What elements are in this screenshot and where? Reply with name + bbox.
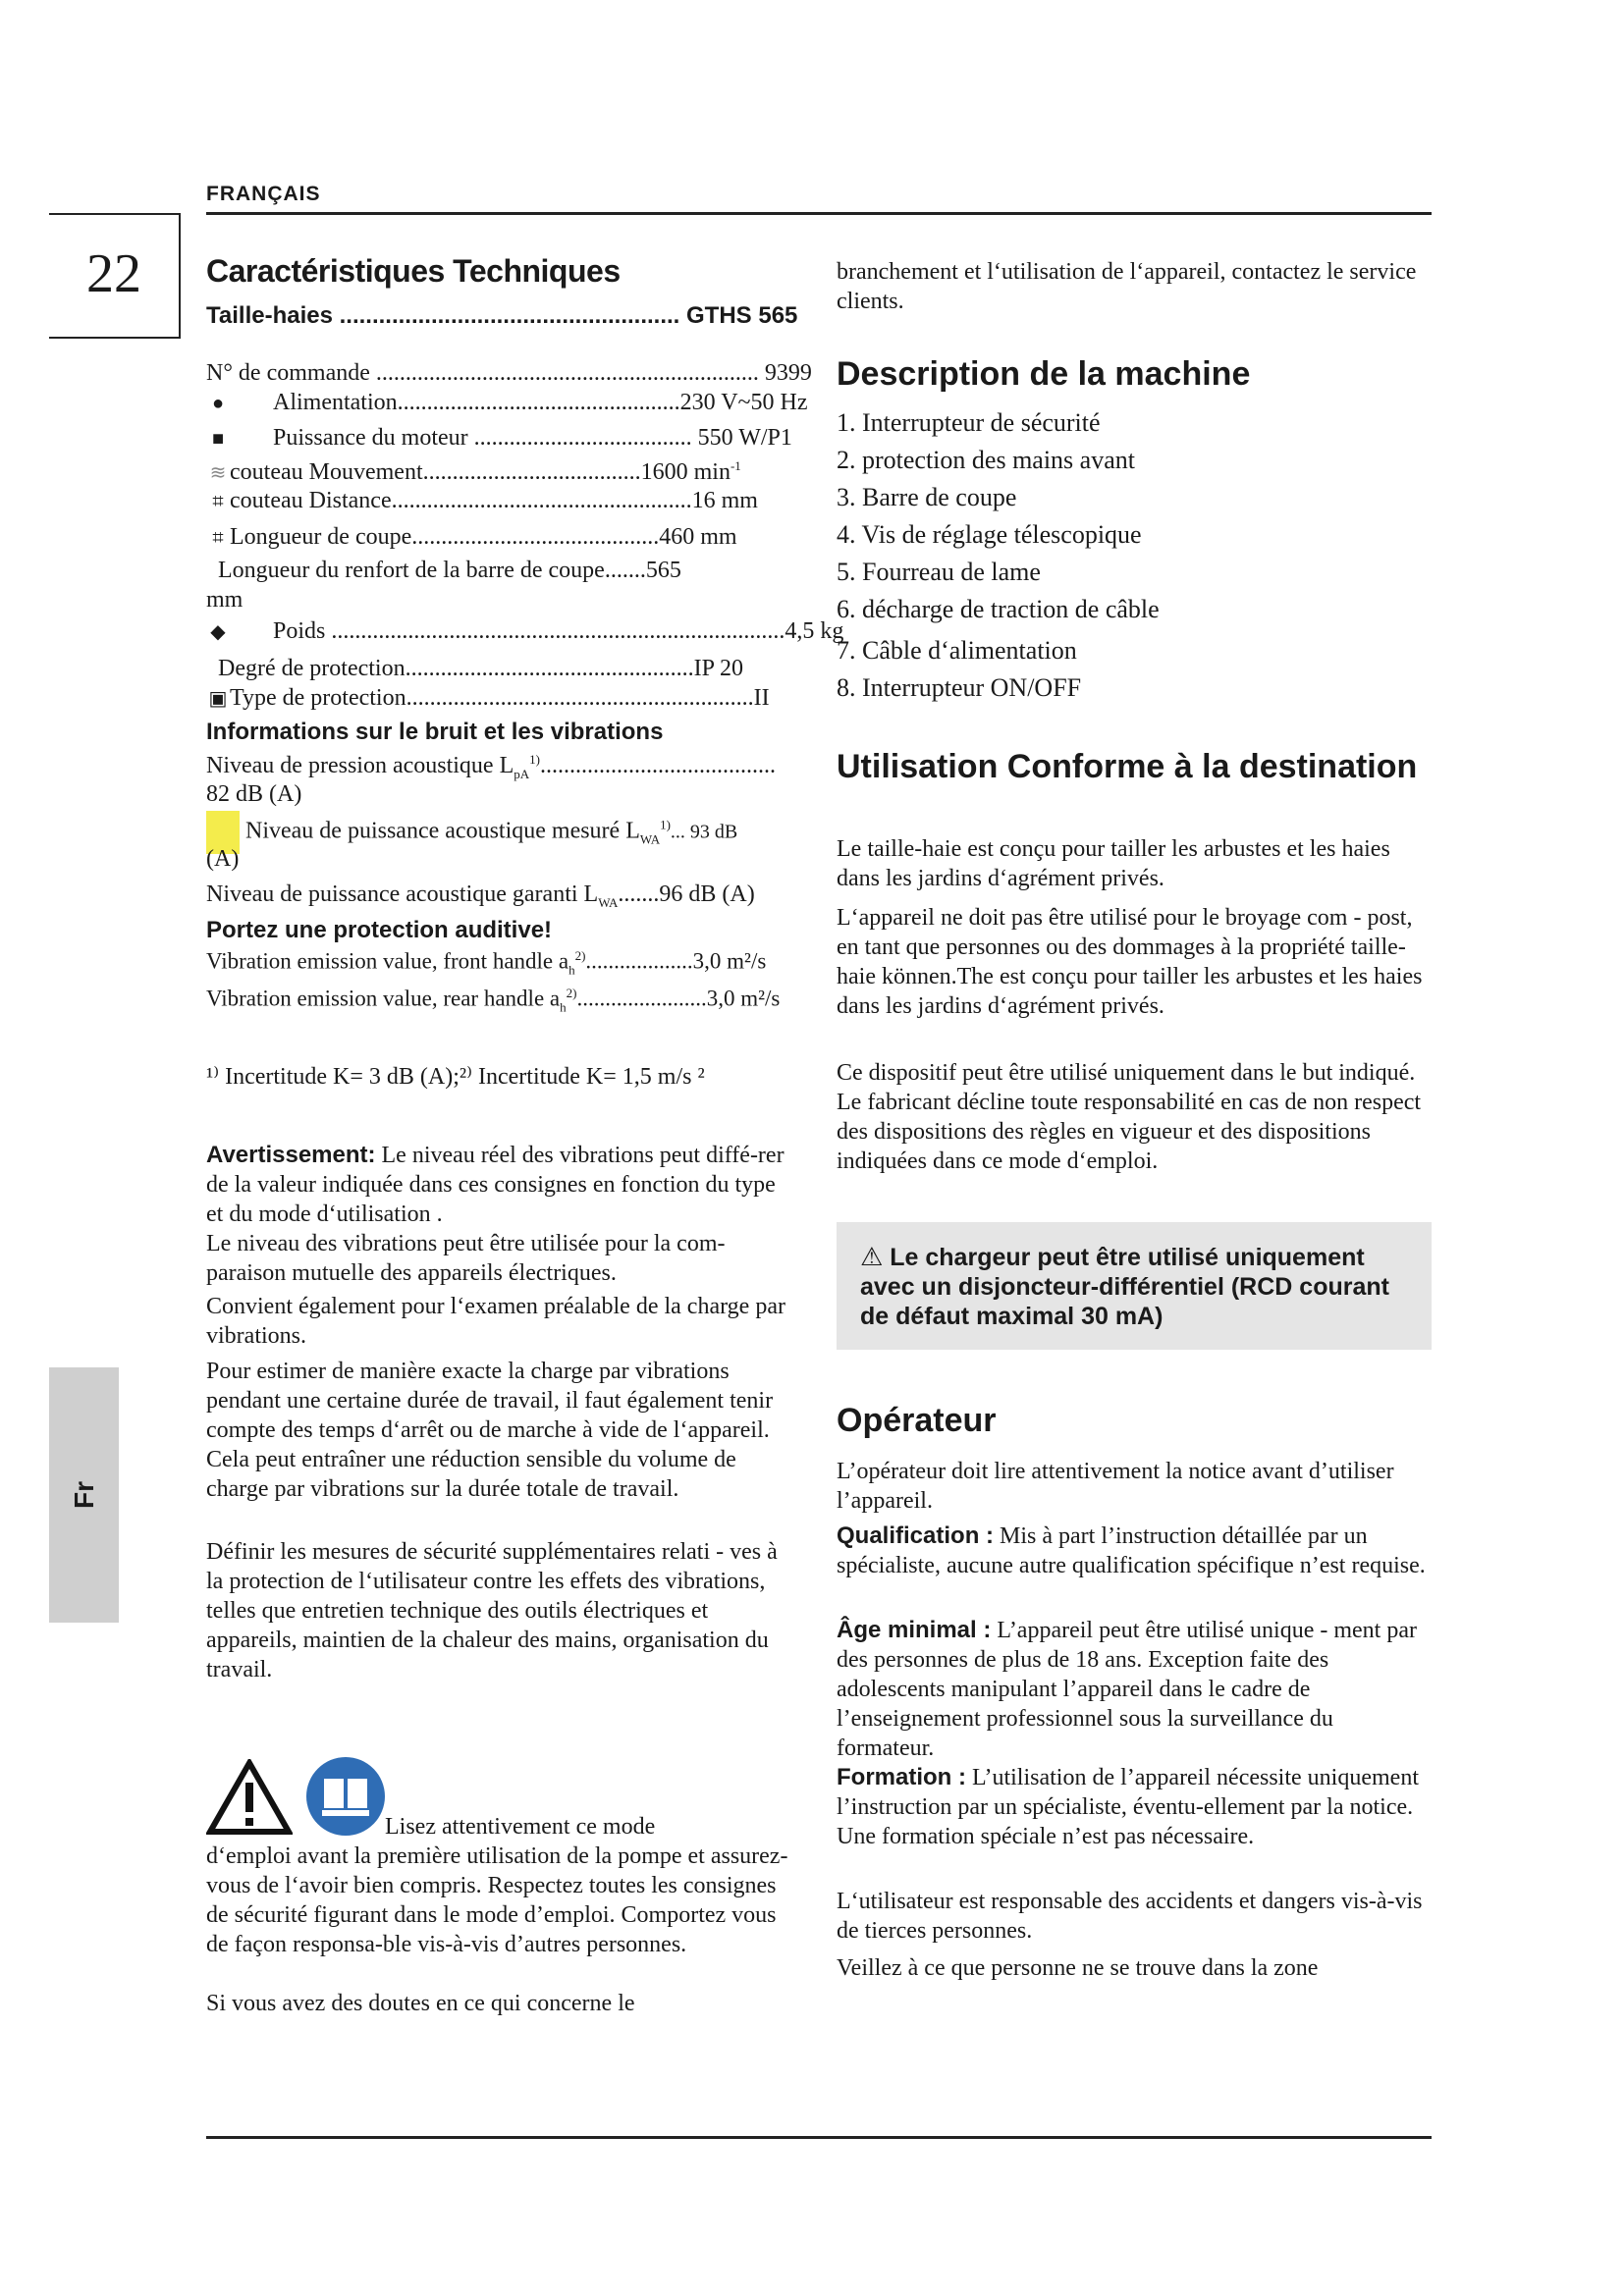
- description-item: 1. Interrupteur de sécurité: [837, 408, 1101, 437]
- specs-title: Caractéristiques Techniques: [206, 253, 621, 289]
- noise-power-measured-sup: 1): [660, 817, 671, 832]
- read-notice-line1: Lisez attentivement ce mode: [385, 1814, 656, 1840]
- spec-power: Puissance du moteur ..................................... 550 W/P1: [273, 425, 792, 451]
- model-line: Taille-haies .................................................... GTHS 565: [206, 302, 798, 329]
- spec-reinforce-1: Longueur du renfort de la barre de coupe.......565: [218, 558, 681, 583]
- vibration-front-label: Vibration emission value, front handle a: [206, 948, 569, 974]
- read-notice-line2: d‘emploi avant la première utilisation de la pompe et assurez-vous de l‘avoir bien compris. Respectez toutes les consignes de sécurité figurant dans le mode d’emploi. Comportez vous de façon responsa-ble vis-à-vis d’autres personnes.: [206, 1843, 788, 1957]
- vibration-front-sub: h: [568, 962, 575, 978]
- side-tab: [49, 1367, 119, 1623]
- spec-supply: Alimentation................................................230 V~50 Hz: [273, 390, 808, 415]
- bottom-rule: [206, 2136, 1432, 2139]
- usage-heading: Utilisation Conforme à la destination: [837, 748, 1418, 785]
- noise-power-guaranteed-sub: WA: [598, 894, 619, 910]
- plug-icon: ●: [211, 393, 225, 414]
- noise-pressure-label: Niveau de pression acoustique L: [206, 753, 514, 778]
- spec-blade-movement: couteau Mouvement.....................................1600 min: [230, 459, 731, 485]
- qualification-text: Mis à part l’instruction détaillée par un spécialiste, aucune autre qualification spécifique n’est requise.: [837, 1523, 1426, 1578]
- class-ii-icon: ▣: [208, 688, 228, 710]
- vibration-rear-value: .......................3,0 m²/s: [576, 986, 781, 1011]
- description-item: 6. décharge de traction de câble: [837, 595, 1160, 623]
- spec-blade-distance-row: [206, 488, 758, 514]
- cut-length-icon: ⌗: [212, 527, 224, 549]
- description-item: 7. Câble d‘alimentation: [837, 636, 1077, 665]
- noise-pressure-row: [206, 752, 776, 782]
- spec-cut-length: Longueur de coupe..........................................460 mm: [230, 524, 737, 550]
- qualification-lead: Qualification :: [837, 1522, 995, 1549]
- spec-power-row: [206, 425, 792, 452]
- description-item: 4. Vis de réglage télescopique: [837, 520, 1142, 549]
- read-manual-icon: [304, 1755, 387, 1838]
- vibration-warning-lead: Avertissement:: [206, 1142, 376, 1168]
- operator-heading: Opérateur: [837, 1402, 997, 1439]
- blade-movement-icon: ≋: [209, 462, 227, 484]
- noise-power-guaranteed-row: [206, 881, 755, 911]
- noise-power-guaranteed-label: Niveau de puissance acoustique garanti L: [206, 881, 599, 907]
- vibration-front-value: ...................3,0 m²/s: [585, 948, 767, 974]
- spec-protection-type: Type de protection...........................................................II: [230, 685, 770, 711]
- charger-warning-box: [837, 1222, 1432, 1350]
- training-lead: Formation :: [837, 1764, 966, 1790]
- spec-order: N° de commande ................................................................. 9399: [206, 360, 812, 386]
- operator-qualification: [837, 1522, 1426, 1580]
- spec-cut-length-row: [206, 524, 737, 551]
- usage-paragraph-3: Ce dispositif peut être utilisé uniquement dans le but indiqué. Le fabricant décline toute responsabilité en cas de non respect des dispositions des règles en vigueur et des dispositions indiquées dans ce mode d‘emploi.: [837, 1060, 1422, 1174]
- intro-text: branchement et l‘utilisation de l‘appareil, contactez le service clients.: [837, 259, 1417, 314]
- spec-supply-row: [206, 390, 808, 416]
- spec-weight: Poids .............................................................................4,5 kg: [273, 618, 844, 644]
- weight-icon: ◆: [210, 621, 226, 643]
- spec-blade-movement-sup: -1: [730, 458, 741, 473]
- operator-age: [837, 1616, 1426, 1763]
- warning-triangle-icon: ⚠: [860, 1242, 884, 1271]
- spec-weight-row: [206, 618, 843, 645]
- spec-blade-distance: couteau Distance...................................................16 mm: [230, 488, 758, 513]
- language-label: FRANÇAIS: [206, 183, 321, 205]
- para-exam: Convient également pour l‘examen préalable de la charge par vibrations.: [206, 1294, 785, 1349]
- noise-power-measured-sub: WA: [639, 831, 661, 847]
- age-lead: Âge minimal :: [837, 1617, 992, 1643]
- blade-distance-icon: ⌗: [212, 491, 224, 512]
- spec-blade-movement-row: [206, 458, 741, 486]
- noise-pressure-sub: pA: [514, 766, 530, 781]
- noise-power-measured-row: [206, 811, 737, 854]
- motor-icon: ■: [211, 428, 225, 450]
- vibration-warning: [206, 1141, 795, 1229]
- training-text: L’utilisation de l’appareil nécessite uniquement l’instruction par un spécialiste, éventu-ellement par la notice. Une formation spéciale n’est pas nécessaire.: [837, 1765, 1419, 1849]
- description-item: 2. protection des mains avant: [837, 446, 1135, 474]
- vibration-front-row: [206, 948, 766, 978]
- para-estimate: Pour estimer de manière exacte la charge par vibrations pendant une certaine durée de travail, il faut également tenir compte des temps d‘arrêt ou de marche à vide de l‘appareil. Cela peut entraîner une réduction sensible du volume de charge par vibrations sur la durée totale de travail.: [206, 1359, 774, 1502]
- operator-intro: L’opérateur doit lire attentivement la notice avant d’utiliser l’appareil.: [837, 1459, 1394, 1514]
- top-rule: [206, 212, 1432, 215]
- usage-paragraph-2: L‘appareil ne doit pas être utilisé pour le broyage com - post, en tant que personnes ou des dommages à la propriété taille-haie können.The est conçu pour tailler les arbustes et les haies dans les jardins d‘agrément privés.: [837, 905, 1423, 1019]
- description-item: 3. Barre de coupe: [837, 483, 1017, 511]
- charger-warning-text: Le chargeur peut être utilisé uniquement avec un disjoncteur-différentiel (RCD courant de défaut maximal 30 mA): [860, 1244, 1389, 1330]
- zone-text: Veillez à ce que personne ne se trouve dans la zone: [837, 1955, 1319, 1981]
- operator-training: [837, 1763, 1426, 1851]
- vibration-warning-text: Le niveau réel des vibrations peut diffé-rer de la valeur indiquée dans ces consignes en fonction du type et du mode d‘utilisation .: [206, 1143, 785, 1227]
- responsibility-text: L‘utilisateur est responsable des accidents et dangers vis-à-vis de tierces personnes.: [837, 1889, 1423, 1944]
- uncertainty-footnote: ¹⁾ Incertitude K= 3 dB (A);²⁾ Incertitude K= 1,5 m/s ²: [206, 1064, 705, 1090]
- spec-reinforce-2: mm: [206, 587, 244, 613]
- side-tab-label: Fr: [68, 1481, 99, 1509]
- spec-protection-type-row: [206, 685, 770, 712]
- para-compare: Le niveau des vibrations peut être utilisée pour la com-paraison mutuelle des appareils électriques.: [206, 1231, 726, 1286]
- noise-power-measured-value: ... 93 dB: [670, 821, 738, 843]
- usage-paragraph-1: Le taille-haie est conçu pour tailler les arbustes et les haies dans les jardins d‘agrément privés.: [837, 836, 1390, 891]
- spec-protection-degree: Degré de protection.................................................IP 20: [218, 656, 744, 681]
- vibration-rear-sub: h: [560, 999, 567, 1015]
- description-item: 8. Interrupteur ON/OFF: [837, 673, 1082, 702]
- noise-pressure-sup: 1): [529, 752, 540, 767]
- warning-triangle-icon: [206, 1759, 293, 1836]
- ear-protection-note: Portez une protection auditive!: [206, 917, 553, 943]
- vibration-front-sup: 2): [574, 948, 586, 963]
- description-item: 5. Fourreau de lame: [837, 558, 1041, 586]
- vibration-rear-row: [206, 986, 780, 1015]
- noise-pressure-dots: ........................................: [539, 753, 776, 778]
- noise-power-measured-label: Niveau de puissance acoustique mesuré L: [245, 818, 640, 844]
- age-text: L’appareil peut être utilisé unique - ment par des personnes de plus de 18 ans. Exception faite des adolescents manipulant l’appareil dans le cadre de l’enseignement professionnel sous la surveillance du formateur.: [837, 1618, 1417, 1761]
- noise-pressure-value: 82 dB (A): [206, 781, 302, 807]
- para-measures: Définir les mesures de sécurité supplémentaires relati - ves à la protection de l‘utilisateur contre les effets des vibrations, telles que entretien technique des outils électriques et appareils, maintien de la chaleur des mains, organisation du travail.: [206, 1539, 778, 1682]
- description-heading: Description de la machine: [837, 355, 1251, 393]
- vibration-rear-sup: 2): [566, 986, 577, 1000]
- noise-power-guaranteed-value: .......96 dB (A): [618, 881, 755, 907]
- noise-power-measured-unit: (A): [206, 846, 240, 872]
- vibration-rear-label: Vibration emission value, rear handle a: [206, 986, 561, 1011]
- noise-heading: Informations sur le bruit et les vibrations: [206, 719, 664, 745]
- read-notice-line3: Si vous avez des doutes en ce qui concerne le: [206, 1991, 635, 2016]
- page-number: 22: [86, 243, 141, 304]
